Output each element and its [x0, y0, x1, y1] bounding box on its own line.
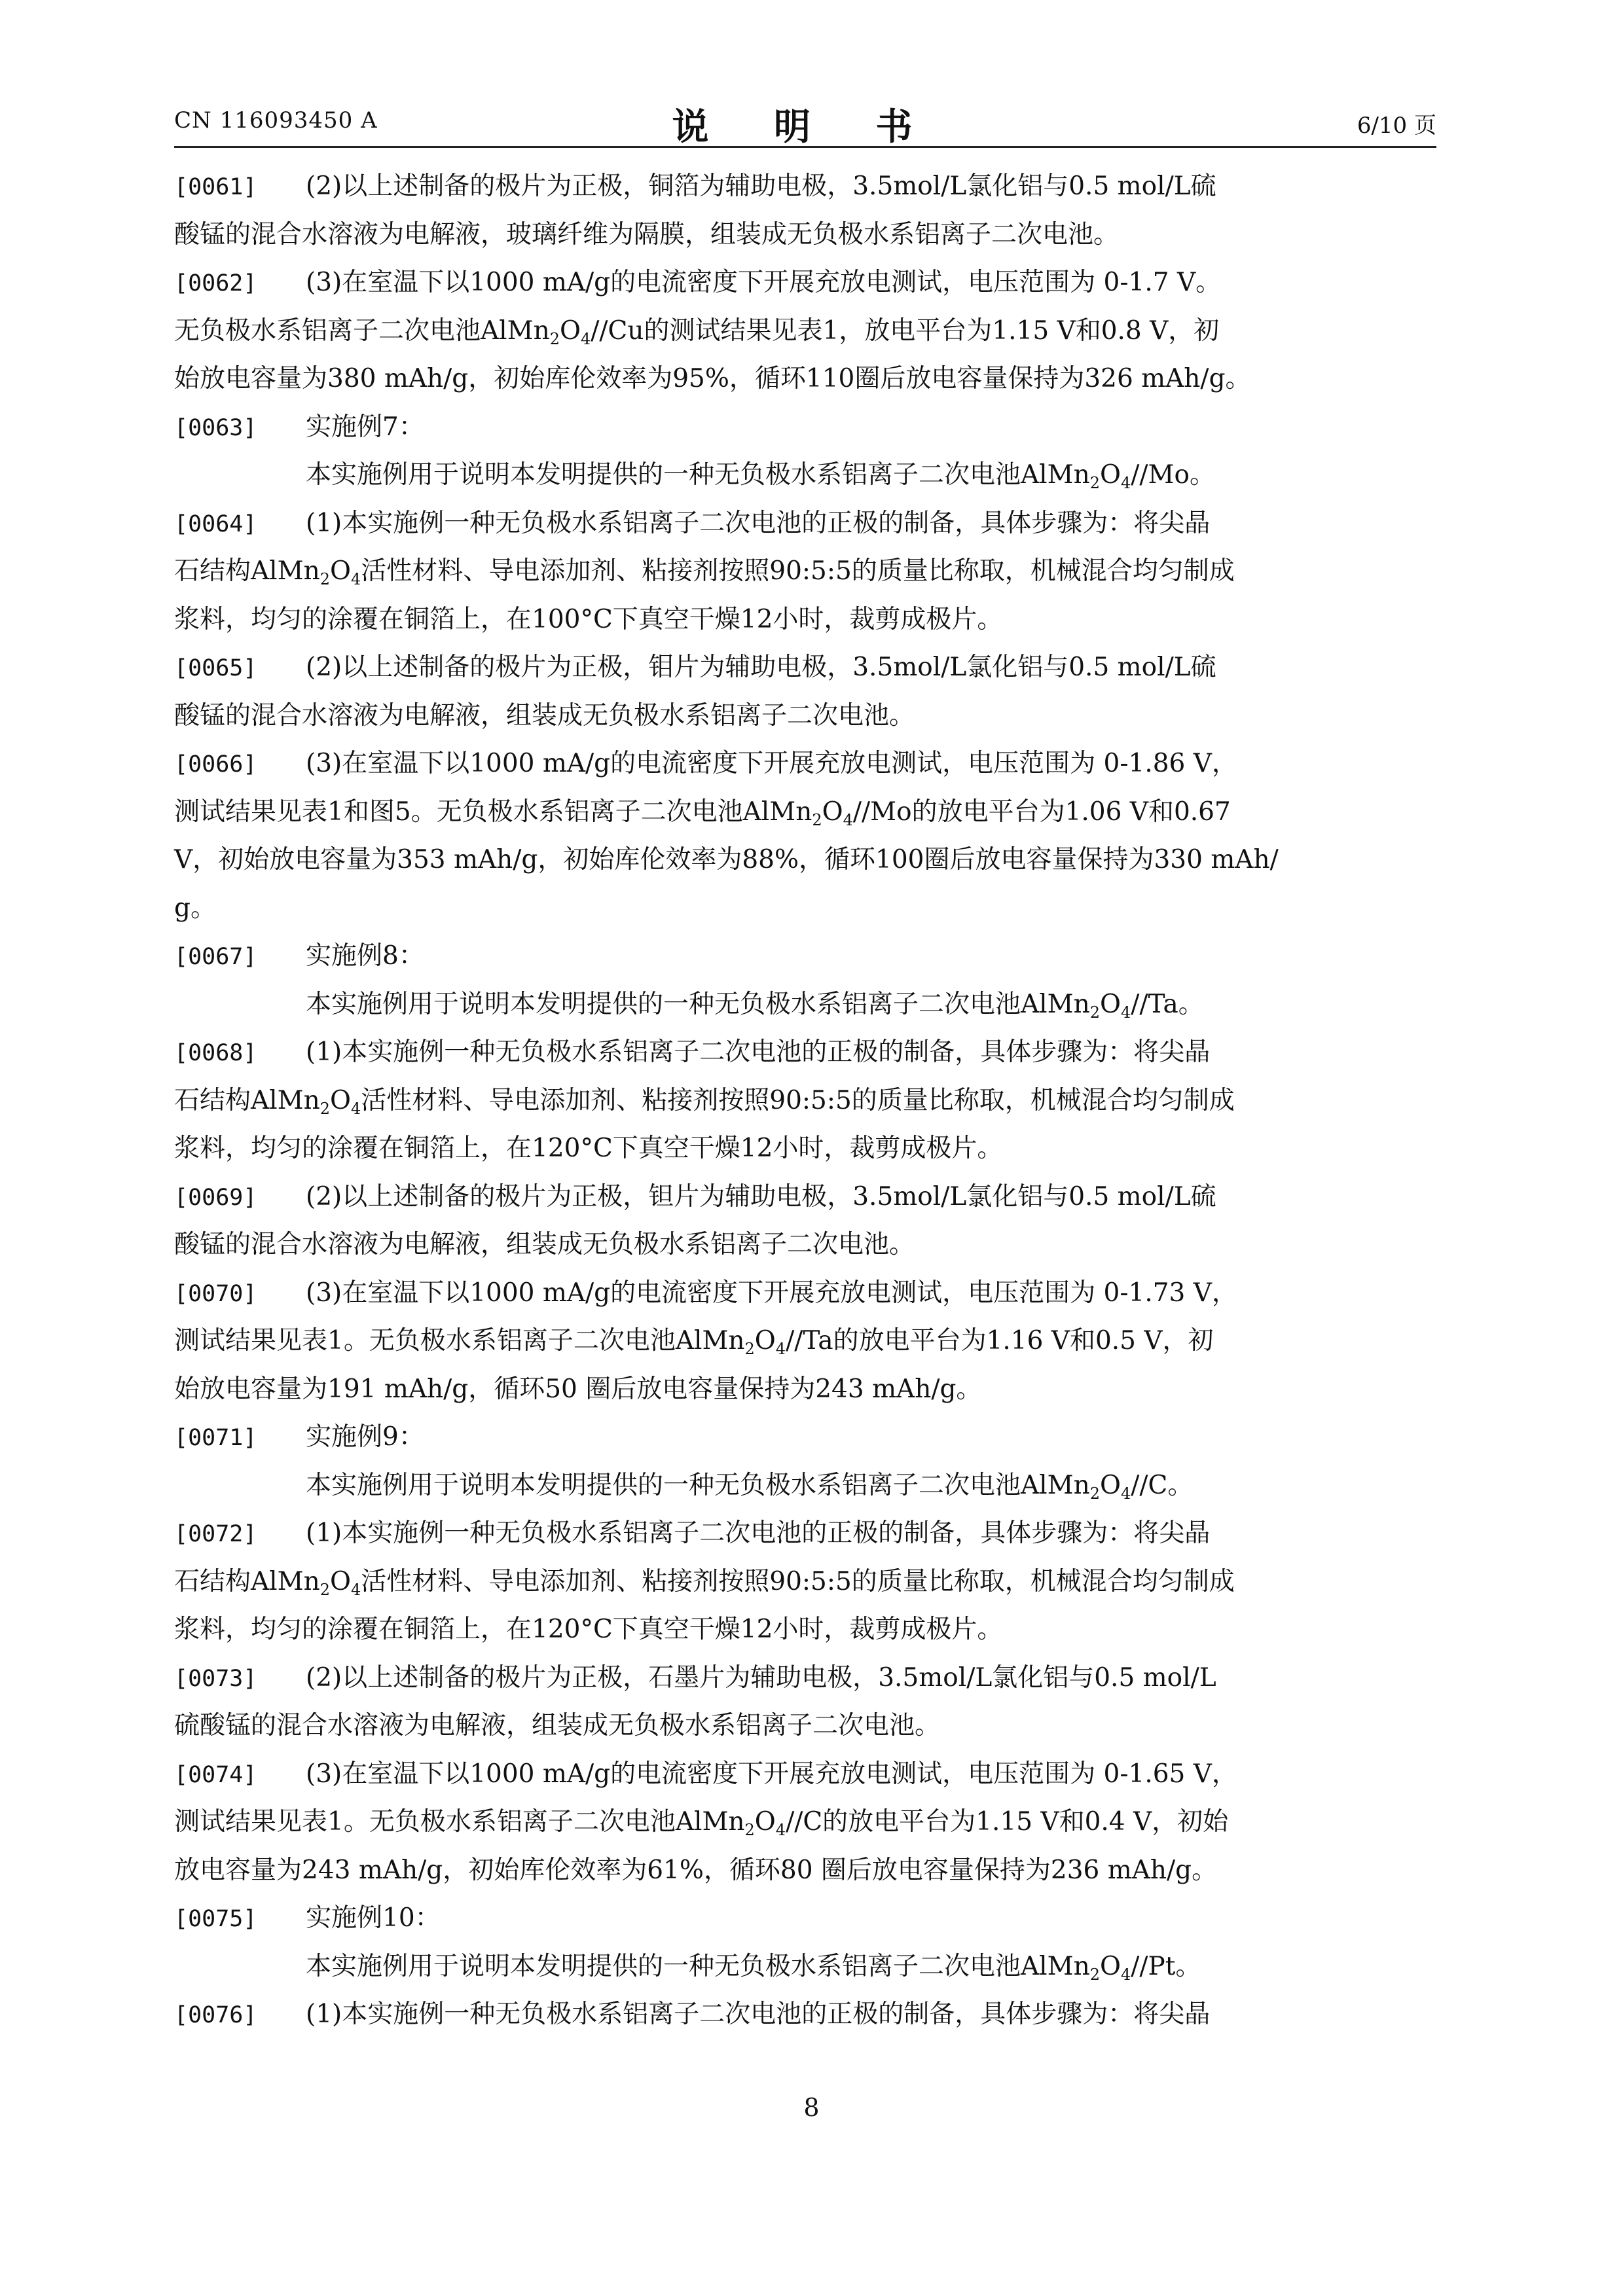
paragraph-line — [174, 1846, 1436, 1895]
paragraph — [174, 451, 1436, 499]
paragraph-line — [174, 1413, 1436, 1462]
paragraph-line — [174, 740, 1436, 788]
paragraph-line — [174, 451, 1436, 499]
document-body — [174, 162, 1436, 2039]
paragraph-line — [174, 162, 1436, 211]
line-text: (1)本实施例一种无负极水系铝离子二次电池的正极的制备，具体步骤为：将尖晶 — [306, 1037, 1211, 1067]
paragraph-line — [174, 1654, 1436, 1702]
paragraph-line — [174, 1269, 1436, 1318]
line-text: (2)以上述制备的极片为正极，钽片为辅助电极，3.5mol/L氯化铝与0.5 mol/L硫 — [306, 1181, 1216, 1211]
paragraph — [174, 1269, 1436, 1414]
paragraph-line — [174, 1365, 1436, 1414]
paragraph — [174, 1990, 1436, 2039]
paragraph — [174, 403, 1436, 452]
paragraph-line — [174, 1894, 1436, 1943]
paragraph — [174, 1943, 1436, 1991]
paragraph-number: [0069] — [174, 1184, 257, 1211]
paragraph-number: [0064] — [174, 511, 257, 537]
paragraph-line — [174, 836, 1436, 884]
line-text: (3)在室温下以1000 mA/g的电流密度下开展充放电测试，电压范围为 0-1.65 V， — [306, 1759, 1237, 1789]
paragraph-line — [174, 307, 1436, 355]
paragraph — [174, 259, 1436, 403]
paragraph-number: [0066] — [174, 751, 257, 778]
paragraph — [174, 643, 1436, 740]
document-title: 说 明 书 — [672, 106, 939, 149]
paragraph-line — [174, 1173, 1436, 1221]
paragraph-number: [0071] — [174, 1425, 257, 1451]
line-text: (3)在室温下以1000 mA/g的电流密度下开展充放电测试，电压范围为 0-1.86 V， — [306, 749, 1237, 778]
paragraph — [174, 499, 1436, 644]
paragraph — [174, 980, 1436, 1029]
line-text: 测试结果见表1和图5。无负极水系铝离子二次电池$AlMn_2O_4//Mo$的放电平台为1.06 V和0.67 — [174, 797, 1231, 829]
line-text: 本实施例用于说明本发明提供的一种无负极水系铝离子二次电池$AlMn_2O_4//Pt$。 — [306, 1951, 1201, 1984]
line-text: 石结构$AlMn_2O_4$活性材料、导电添加剂、粘接剂按照90:5:5的质量比称取，机械混合均匀制成 — [174, 556, 1235, 588]
paragraph-line — [174, 547, 1436, 596]
line-text: 实施例7： — [306, 412, 424, 442]
paragraph-line — [174, 403, 1436, 452]
line-text: (1)本实施例一种无负极水系铝离子二次电池的正极的制备，具体步骤为：将尖晶 — [306, 1518, 1211, 1548]
line-text: 无负极水系铝离子二次电池$AlMn_2O_4//Cu$的测试结果见表1，放电平台为1.15 V和0.8 V，初 — [174, 315, 1220, 348]
paragraph-line — [174, 596, 1436, 644]
paragraph — [174, 1654, 1436, 1750]
paragraph-line — [174, 1028, 1436, 1077]
page-header — [174, 98, 1436, 149]
paragraph — [174, 162, 1436, 259]
paragraph-line — [174, 932, 1436, 980]
paragraph — [174, 1173, 1436, 1269]
line-text: 本实施例用于说明本发明提供的一种无负极水系铝离子二次电池$AlMn_2O_4//Ta$。 — [306, 989, 1204, 1022]
paragraph-line — [174, 1124, 1436, 1173]
paragraph — [174, 1462, 1436, 1510]
paragraph-line — [174, 1558, 1436, 1606]
line-text: 测试结果见表1。无负极水系铝离子二次电池$AlMn_2O_4//Ta$的放电平台为1.16 V和0.5 V，初 — [174, 1326, 1214, 1358]
line-text: 本实施例用于说明本发明提供的一种无负极水系铝离子二次电池$AlMn_2O_4//C$。 — [306, 1470, 1194, 1503]
line-text: (2)以上述制备的极片为正极，铜箔为辅助电极，3.5mol/L氯化铝与0.5 mol/L硫 — [306, 171, 1216, 201]
paragraph-line — [174, 1798, 1436, 1846]
page-number: 8 — [803, 2093, 820, 2122]
paragraph-line — [174, 1750, 1436, 1799]
line-text: 始放电容量为380 mAh/g，初始库伦效率为95%，循环110圈后放电容量保持为326 mAh/g。 — [174, 364, 1251, 393]
paragraph-number: [0067] — [174, 944, 257, 970]
line-text: 放电容量为243 mAh/g，初始库伦效率为61%，循环80 圈后放电容量保持为236 mAh/g。 — [174, 1855, 1218, 1885]
paragraph-number: [0070] — [174, 1280, 257, 1307]
line-text: 本实施例用于说明本发明提供的一种无负极水系铝离子二次电池$AlMn_2O_4//Mo$。 — [306, 460, 1215, 492]
paragraph-line — [174, 1462, 1436, 1510]
paragraph — [174, 1509, 1436, 1654]
line-text: 测试结果见表1。无负极水系铝离子二次电池$AlMn_2O_4//C$的放电平台为1.15 V和0.4 V，初始 — [174, 1807, 1229, 1839]
line-text: 始放电容量为191 mAh/g，循环50 圈后放电容量保持为243 mAh/g。 — [174, 1374, 982, 1404]
paragraph-line — [174, 1317, 1436, 1365]
paragraph-number: [0061] — [174, 174, 257, 200]
paragraph-line — [174, 1605, 1436, 1654]
paragraph-line — [174, 692, 1436, 740]
line-text: (2)以上述制备的极片为正极，钼片为辅助电极，3.5mol/L氯化铝与0.5 mol/L硫 — [306, 653, 1216, 682]
paragraph-line — [174, 355, 1436, 403]
line-text: 石结构$AlMn_2O_4$活性材料、导电添加剂、粘接剂按照90:5:5的质量比称取，机械混合均匀制成 — [174, 1566, 1235, 1599]
line-text: 石结构$AlMn_2O_4$活性材料、导电添加剂、粘接剂按照90:5:5的质量比称取，机械混合均匀制成 — [174, 1085, 1235, 1118]
paragraph-line — [174, 1509, 1436, 1558]
line-text: 硫酸锰的混合水溶液为电解液，组装成无负极水系铝离子二次电池。 — [174, 1711, 941, 1740]
paragraph — [174, 1413, 1436, 1462]
paragraph-number: [0076] — [174, 2002, 257, 2028]
paragraph — [174, 1894, 1436, 1943]
paragraph-number: [0072] — [174, 1521, 257, 1547]
paragraph-line — [174, 1990, 1436, 2039]
paragraph-number: [0073] — [174, 1665, 257, 1692]
line-text: (2)以上述制备的极片为正极，石墨片为辅助电极，3.5mol/L氯化铝与0.5 mol/L — [306, 1662, 1216, 1693]
line-text: (1)本实施例一种无负极水系铝离子二次电池的正极的制备，具体步骤为：将尖晶 — [306, 2000, 1211, 2029]
page-info: 6/10 页 — [1357, 113, 1436, 139]
paragraph-number: [0062] — [174, 270, 257, 296]
paragraph-line — [174, 1221, 1436, 1269]
header-rule — [174, 146, 1436, 148]
paragraph — [174, 932, 1436, 980]
line-text: (3)在室温下以1000 mA/g的电流密度下开展充放电测试，电压范围为 0-1.73 V， — [306, 1278, 1237, 1308]
paragraph-number: [0068] — [174, 1040, 257, 1066]
line-text: 酸锰的混合水溶液为电解液，组装成无负极水系铝离子二次电池。 — [174, 1230, 915, 1259]
paragraph-line — [174, 499, 1436, 548]
paragraph-line — [174, 259, 1436, 307]
paragraph — [174, 740, 1436, 932]
paragraph-number: [0074] — [174, 1761, 257, 1788]
line-text: 实施例8： — [306, 941, 424, 971]
paragraph-number: [0063] — [174, 414, 257, 441]
paragraph-line — [174, 643, 1436, 692]
paragraph-line — [174, 980, 1436, 1029]
line-text: 浆料，均匀的涂覆在铜箔上，在120°C下真空干燥12小时，裁剪成极片。 — [174, 1615, 1003, 1644]
publication-number: CN 116093450 A — [174, 107, 378, 134]
line-text: g。 — [174, 893, 216, 923]
line-text: 酸锰的混合水溶液为电解液，玻璃纤维为隔膜，组装成无负极水系铝离子二次电池。 — [174, 219, 1120, 249]
paragraph-line — [174, 1077, 1436, 1125]
paragraph-line — [174, 211, 1436, 259]
line-text: 酸锰的混合水溶液为电解液，组装成无负极水系铝离子二次电池。 — [174, 700, 915, 730]
paragraph — [174, 1750, 1436, 1895]
paragraph — [174, 1028, 1436, 1173]
paragraph-line — [174, 884, 1436, 933]
line-text: (3)在室温下以1000 mA/g的电流密度下开展充放电测试，电压范围为 0-1.7 V。 — [306, 268, 1222, 297]
paragraph-line — [174, 1943, 1436, 1991]
line-text: 浆料，均匀的涂覆在铜箔上，在100°C下真空干燥12小时，裁剪成极片。 — [174, 604, 1003, 634]
paragraph-line — [174, 1702, 1436, 1750]
paragraph-line — [174, 788, 1436, 836]
paragraph-number: [0065] — [174, 655, 257, 681]
line-text: V，初始放电容量为353 mAh/g，初始库伦效率为88%，循环100圈后放电容量保持为330 mAh/ — [174, 845, 1279, 874]
line-text: 实施例9： — [306, 1422, 424, 1452]
line-text: 浆料，均匀的涂覆在铜箔上，在120°C下真空干燥12小时，裁剪成极片。 — [174, 1134, 1003, 1163]
paragraph-number: [0075] — [174, 1906, 257, 1932]
line-text: 实施例10： — [306, 1903, 441, 1933]
line-text: (1)本实施例一种无负极水系铝离子二次电池的正极的制备，具体步骤为：将尖晶 — [306, 508, 1211, 538]
